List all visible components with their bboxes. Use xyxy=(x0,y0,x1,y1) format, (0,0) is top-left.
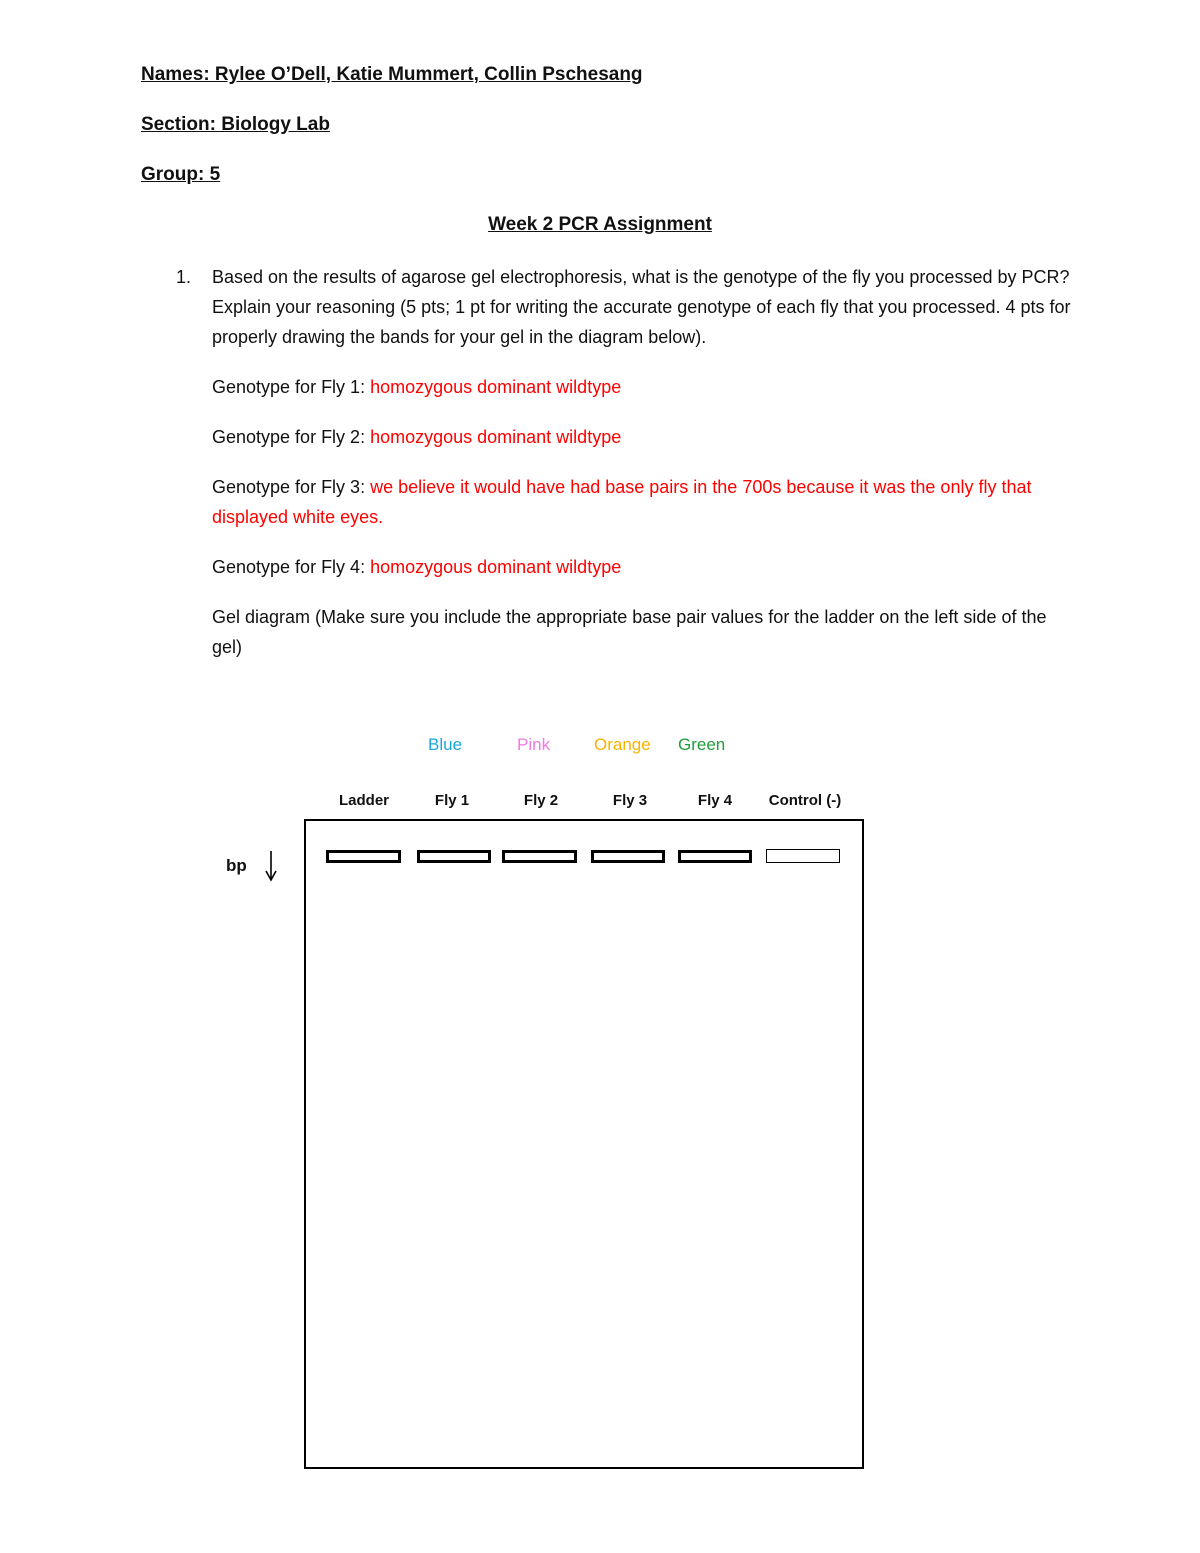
question-number: 1. xyxy=(176,267,192,287)
gel-box xyxy=(304,819,864,1469)
lane-label-fly-1: Fly 1 xyxy=(434,792,470,809)
section-line: Section: Biology Lab xyxy=(141,114,330,135)
genotype-answer: homozygous dominant wildtype xyxy=(370,427,622,447)
lane-label-ladder: Ladder xyxy=(338,792,389,809)
well-fly-1 xyxy=(417,850,491,863)
genotype-answer: homozygous dominant wildtype xyxy=(370,377,622,397)
genotype-label: Genotype for Fly 2: xyxy=(212,427,371,447)
genotype-fly-2 xyxy=(212,422,1072,452)
color-label-pink: Pink xyxy=(517,735,551,754)
lane-label-fly-3: Fly 3 xyxy=(612,792,648,809)
well-fly-4 xyxy=(678,850,752,863)
arrow-down-icon xyxy=(262,849,280,883)
group-line: Group: 5 xyxy=(141,164,221,185)
genotype-label: Genotype for Fly 1: xyxy=(212,377,371,397)
genotype-fly-4 xyxy=(212,552,1072,582)
color-label-green: Green xyxy=(678,735,726,754)
assignment-title: Week 2 PCR Assignment xyxy=(488,214,712,235)
well-ladder xyxy=(326,850,401,863)
question-text: Based on the results of agarose gel electrophoresis, what is the genotype of the fly you processed by PCR? Explain your reasoning (5 pts; 1 pt for writing the accurate genotype of each fly that you processed. 4 pts for properly drawing the bands for your gel in the diagram below). xyxy=(212,267,1071,347)
names-line: Names: Rylee O’Dell, Katie Mummert, Collin Pschesang xyxy=(141,64,643,85)
genotype-label: Genotype for Fly 4: xyxy=(212,557,371,577)
genotype-fly-1 xyxy=(212,372,1072,402)
genotype-fly-3 xyxy=(212,472,1062,532)
genotype-label: Genotype for Fly 3: xyxy=(212,477,371,497)
color-label-orange: Orange xyxy=(594,735,651,754)
lane-label-fly-2: Fly 2 xyxy=(523,792,559,809)
lane-label-control: Control (-) xyxy=(768,792,842,809)
bp-label: bp xyxy=(226,856,247,875)
well-fly-2 xyxy=(502,850,577,863)
well-fly-3 xyxy=(591,850,665,863)
genotype-answer: we believe it would have had base pairs in the 700s because it was the only fly that displayed white eyes. xyxy=(212,477,1032,527)
genotype-answer: homozygous dominant wildtype xyxy=(370,557,622,577)
color-label-blue: Blue xyxy=(428,735,463,754)
lane-label-fly-4: Fly 4 xyxy=(697,792,733,809)
well-control xyxy=(766,849,840,863)
gel-instruction: Gel diagram (Make sure you include the appropriate base pair values for the ladder on the left side of the gel) xyxy=(212,607,1047,657)
